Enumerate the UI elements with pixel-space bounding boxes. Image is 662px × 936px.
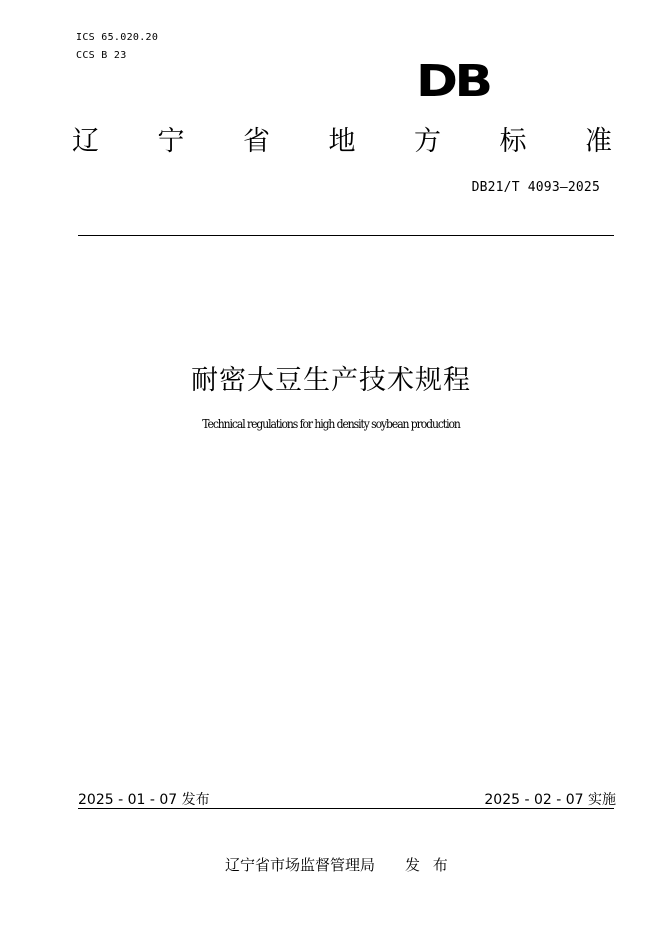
issuer-line (225, 854, 452, 875)
ccs-code: CCS B 23 (76, 50, 127, 61)
issuer-name: 辽宁省市场监督管理局 (225, 856, 376, 874)
db-logo: DB (416, 56, 490, 107)
release-label: 发 布 (405, 856, 452, 874)
document-title: 耐密大豆生产技术规程 (191, 365, 471, 396)
footer-divider (78, 808, 614, 809)
standard-type-char: 标 (499, 126, 527, 157)
standard-type-char: 准 (585, 126, 612, 157)
standard-type-title (72, 122, 612, 162)
standard-type-char: 省 (243, 126, 270, 157)
header-divider (78, 235, 614, 236)
standard-type-char: 宁 (157, 126, 185, 157)
standard-type-char: 方 (414, 126, 441, 157)
standard-number: DB21/T 4093—2025 (471, 180, 600, 195)
ics-code: ICS 65.020.20 (76, 32, 159, 43)
standard-type-char: 地 (328, 126, 356, 157)
document-subtitle-en: Technical regulations for high density soybean production (202, 417, 460, 431)
standard-type-char: 辽 (72, 126, 99, 157)
implementation-date: 2025 - 02 - 07 实施 (484, 792, 616, 808)
issue-date: 2025 - 01 - 07 发布 (78, 792, 210, 808)
